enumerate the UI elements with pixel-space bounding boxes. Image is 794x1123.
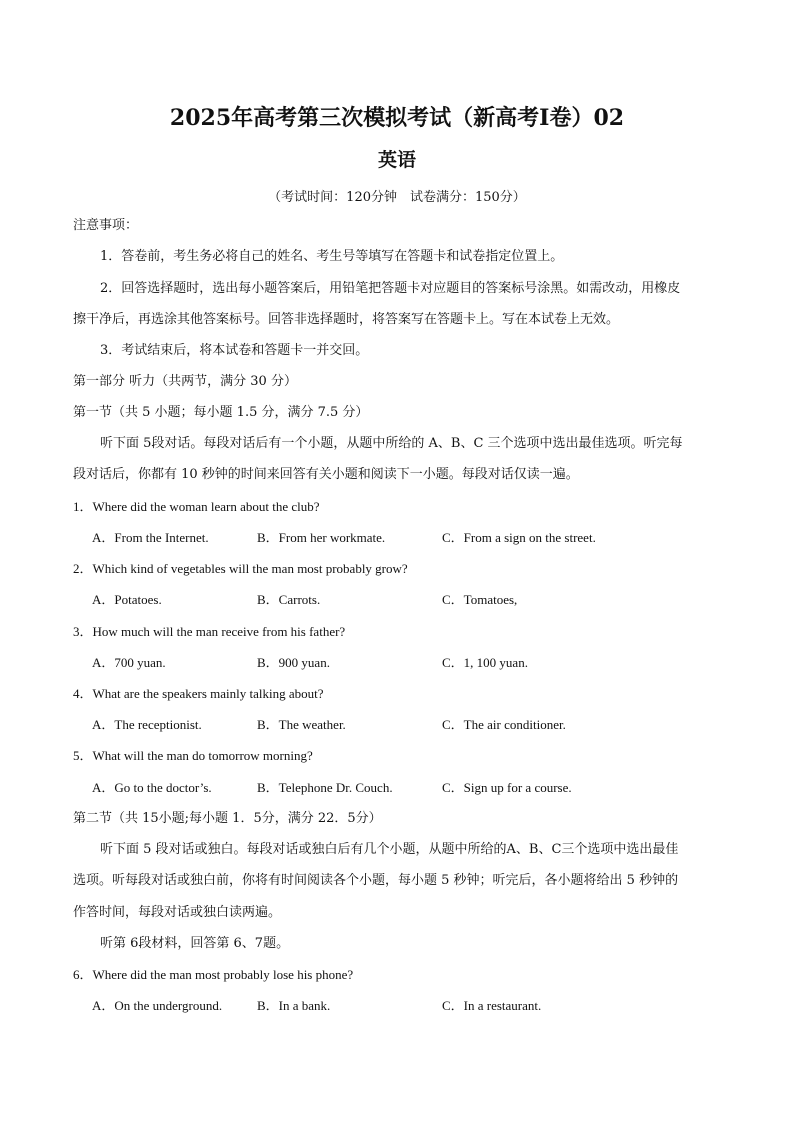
subject-title: 英语 bbox=[377, 149, 416, 171]
question-5-stem: 5．What will the man do tomorrow morning? bbox=[73, 748, 313, 763]
notice-item-2-line-1: 2．回答选择题时，选出每小题答案后，用铅笔把答题卡对应题目的答案标号涂黑。如需改动，用橡皮 bbox=[100, 281, 681, 296]
question-6-option-c: C．In a restaurant. bbox=[442, 998, 542, 1013]
section2-instructions-line-1: 听下面 5 段对话或独白。每段对话或独白后有几个小题，从题中所给的A、B、C三个选项中选出最佳 bbox=[100, 842, 679, 857]
exam-info: （考试时间：120分钟 试卷满分：150分） bbox=[268, 190, 526, 205]
question-4-option-b: B．The weather. bbox=[257, 717, 346, 732]
question-2-option-b: B．Carrots. bbox=[257, 592, 321, 607]
exam-title: 2025年高考第三次模拟考试（新高考I卷）02 bbox=[169, 105, 625, 131]
question-1-option-c: C．From a sign on the street. bbox=[442, 530, 596, 545]
question-5-option-c: C．Sign up for a course. bbox=[442, 780, 572, 795]
question-6-stem: 6．Where did the man most probably lose his phone? bbox=[73, 967, 354, 982]
notice-heading: 注意事项： bbox=[73, 218, 139, 233]
question-1-stem: 1．Where did the woman learn about the club? bbox=[73, 499, 320, 514]
notice-item-2-line-2: 擦干净后，再选涂其他答案标号。回答非选择题时，将答案写在答题卡上。写在本试卷上无效。 bbox=[73, 312, 620, 327]
part1-heading: 第一部分 听力（共两节，满分 30 分） bbox=[73, 374, 297, 389]
question-3-option-c: C．1, 100 yuan. bbox=[442, 655, 528, 670]
section2-instructions-line-3: 作答时间，每段对话或独白读两遍。 bbox=[73, 905, 282, 920]
question-6-option-a: A．On the underground. bbox=[92, 998, 223, 1013]
section1-heading: 第一节（共 5 小题；每小题 1.5 分，满分 7.5 分） bbox=[73, 405, 369, 420]
question-3-option-b: B．900 yuan. bbox=[257, 655, 330, 670]
question-4-stem: 4．What are the speakers mainly talking about? bbox=[73, 686, 324, 701]
question-2-option-a: A．Potatoes. bbox=[92, 592, 162, 607]
question-4-option-c: C．The air conditioner. bbox=[442, 717, 566, 732]
section1-instructions-line-2: 段对话后，你都有 10 秒钟的时间来回答有关小题和阅读下一小题。每段对话仅读一遍。 bbox=[73, 467, 579, 482]
question-2-option-c: C．Tomatoes, bbox=[442, 592, 518, 607]
section2-instructions-line-2: 选项。听每段对话或独白前，你将有时间阅读各个小题，每小题 5 秒钟；听完后，各小题将给出 5 秒钟的 bbox=[73, 873, 679, 888]
section2-heading: 第二节（共 15小题;每小题 1．5分，满分 22．5分） bbox=[73, 811, 382, 826]
section1-instructions-line-1: 听下面 5段对话。每段对话后有一个小题，从题中所给的 A、B、C 三个选项中选出最佳选项。听完每 bbox=[100, 436, 683, 451]
question-3-option-a: A．700 yuan. bbox=[92, 655, 166, 670]
question-5-option-b: B．Telephone Dr. Couch. bbox=[257, 780, 393, 795]
question-2-stem: 2．Which kind of vegetables will the man most probably grow? bbox=[73, 561, 408, 576]
question-1-option-b: B．From her workmate. bbox=[257, 530, 386, 545]
question-5-option-a: A．Go to the doctor’s. bbox=[92, 780, 212, 795]
material-6-instruction: 听第 6段材料，回答第 6、7题。 bbox=[100, 936, 290, 951]
notice-item-3: 3．考试结束后，将本试卷和答题卡一并交回。 bbox=[100, 343, 369, 358]
notice-item-1: 1．答卷前，考生务必将自己的姓名、考生号等填写在答题卡和试卷指定位置上。 bbox=[100, 249, 564, 264]
question-6-option-b: B．In a bank. bbox=[257, 998, 331, 1013]
question-1-option-a: A．From the Internet. bbox=[92, 530, 209, 545]
question-4-option-a: A．The receptionist. bbox=[92, 717, 202, 732]
question-3-stem: 3．How much will the man receive from his father? bbox=[73, 624, 346, 639]
